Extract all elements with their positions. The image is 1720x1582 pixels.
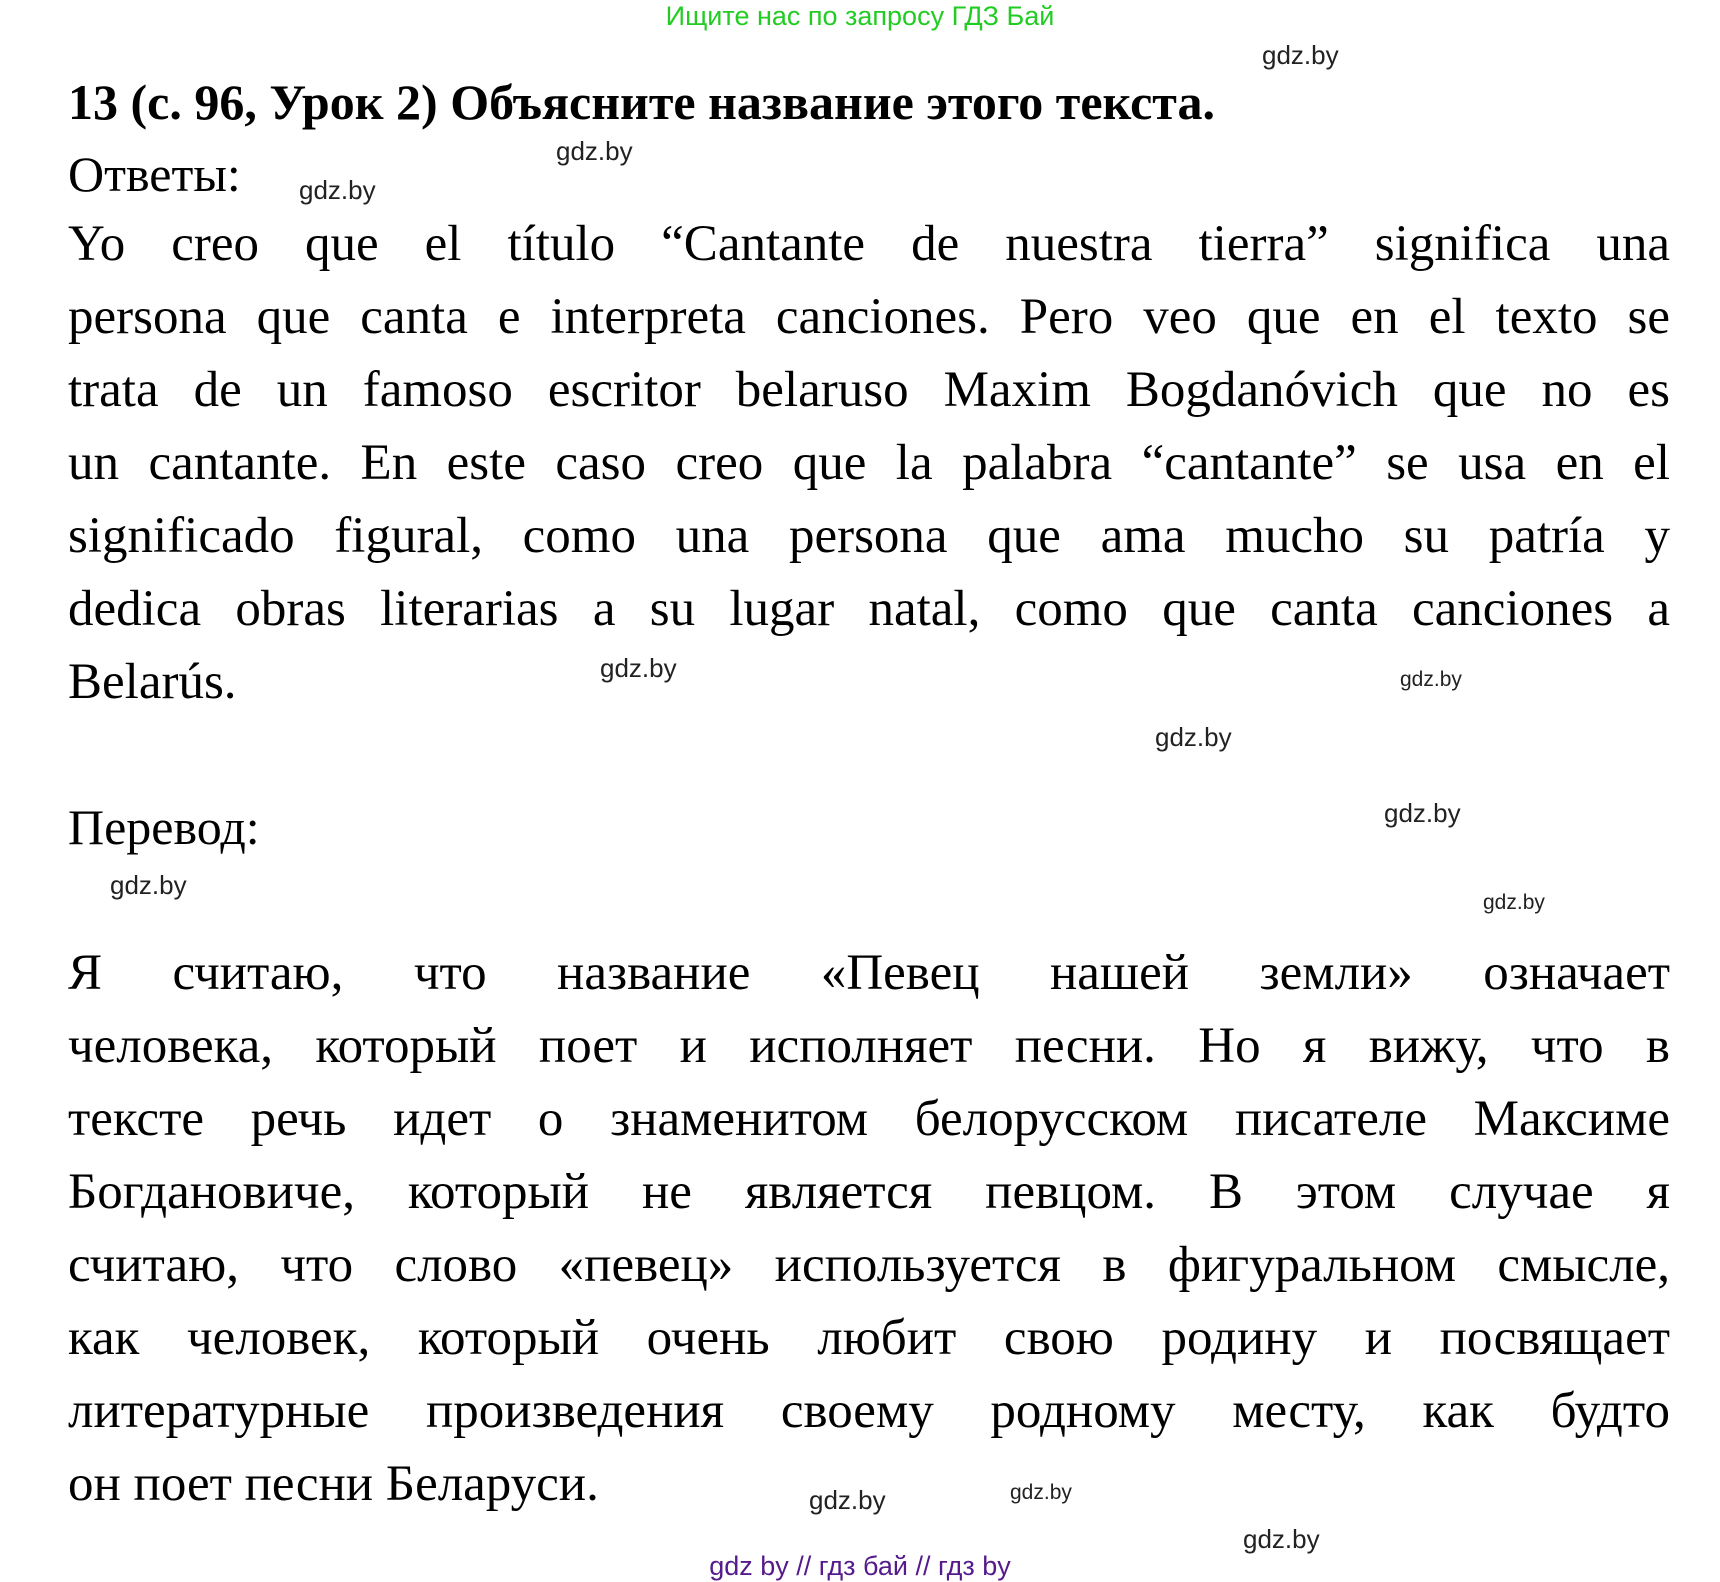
answer-line: persona que canta e interpreta canciones. Pero veo que en el texto se: [68, 289, 1670, 345]
translation-line: Богдановиче, который не является певцом. В этом случае я: [68, 1164, 1670, 1220]
watermark: gdz.by: [1010, 1481, 1072, 1504]
translation-line: тексте речь идет о знаменитом белорусском писателе Максиме: [68, 1091, 1670, 1147]
watermark: gdz.by: [1483, 891, 1545, 914]
watermark: gdz.by: [1243, 1524, 1320, 1554]
translation-line: считаю, что слово «певец» используется в фигуральном смысле,: [68, 1237, 1670, 1293]
answer-line: dedica obras literarias a su lugar natal, como que canta canciones a: [68, 581, 1670, 637]
answer-line: Belarús.: [68, 654, 237, 710]
translation-label: Перевод:: [68, 799, 260, 855]
answers-label: Ответы:: [68, 146, 241, 202]
search-hint-banner: Ищите нас по запросу ГДЗ Бай: [665, 1, 1055, 31]
translation-line: литературные произведения своему родному месту, как будто: [68, 1383, 1670, 1439]
translation-paragraph: [68, 937, 1670, 1521]
watermark: gdz.by: [110, 870, 187, 900]
translation-line: Я считаю, что название «Певец нашей земли» означает: [68, 945, 1670, 1001]
answer-line: significado figural, como una persona que ama mucho su patría y: [68, 508, 1670, 564]
watermark: gdz.by: [556, 136, 633, 166]
page-title: 13 (с. 96, Урок 2) Объясните название этого текста.: [68, 74, 1215, 130]
watermark: gdz.by: [1400, 668, 1462, 691]
answer-paragraph: [68, 208, 1670, 719]
watermark: gdz.by: [1155, 722, 1232, 752]
footer-watermark: gdz by // гдз бай // гдз by: [709, 1551, 1011, 1581]
answer-line: un cantante. En este caso creo que la palabra “cantante” se usa en el: [68, 435, 1670, 491]
translation-line: человека, который поет и исполняет песни. Но я вижу, что в: [68, 1018, 1670, 1074]
watermark: gdz.by: [299, 175, 376, 205]
watermark: gdz.by: [1262, 40, 1339, 70]
translation-line: он поет песни Беларуси.: [68, 1456, 599, 1512]
watermark: gdz.by: [1384, 798, 1461, 828]
answer-line: trata de un famoso escritor belaruso Maxim Bogdanóvich que no es: [68, 362, 1670, 418]
translation-line: как человек, который очень любит свою родину и посвящает: [68, 1310, 1670, 1366]
watermark: gdz.by: [600, 653, 677, 683]
answer-line: Yo creo que el título “Cantante de nuestra tierra” significa una: [68, 216, 1670, 272]
watermark: gdz.by: [809, 1485, 886, 1515]
